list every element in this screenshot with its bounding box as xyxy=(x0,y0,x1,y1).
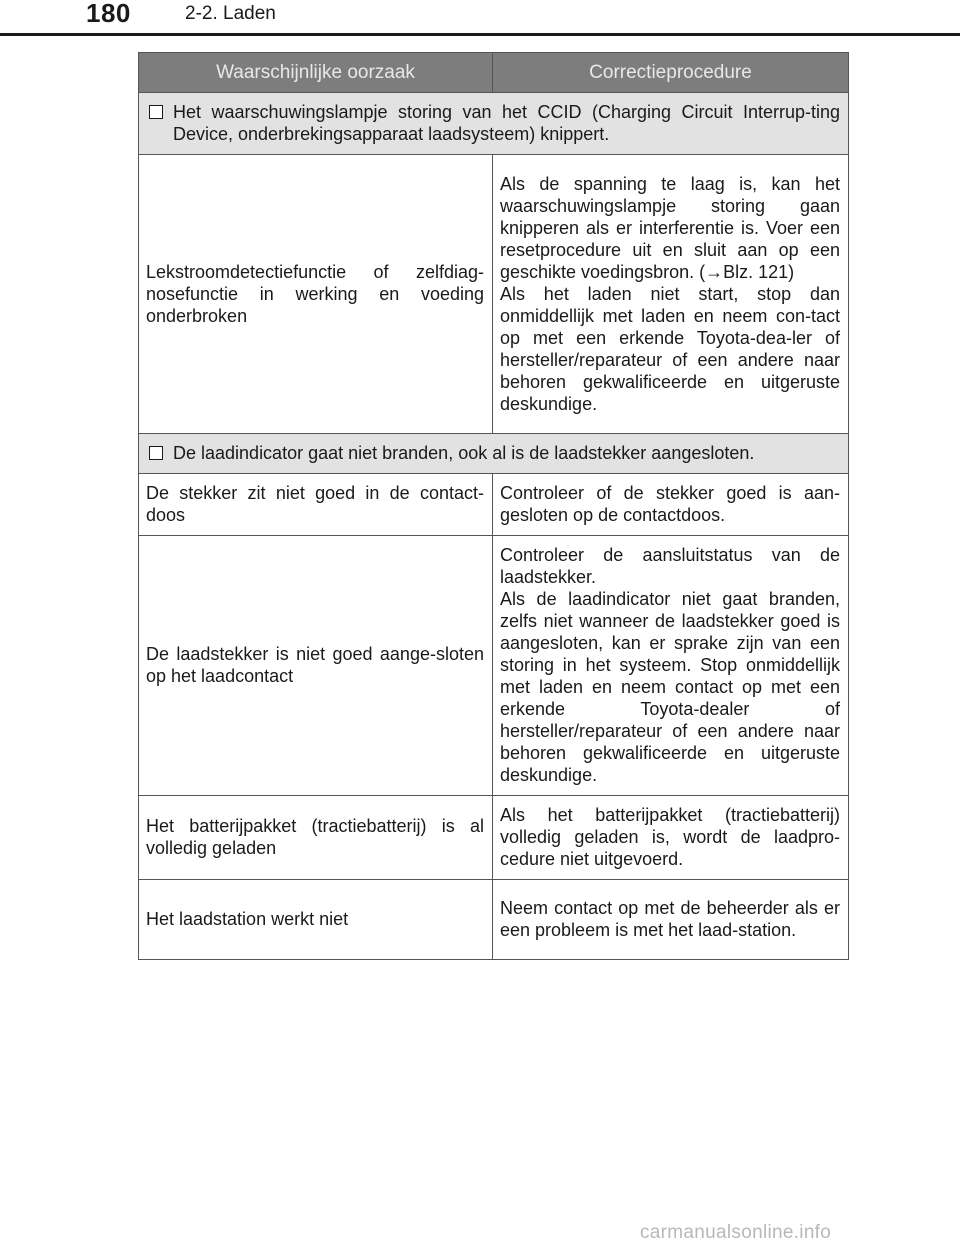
remedy-cell: Controleer of de stekker goed is aan-gesloten op de contactdoos. xyxy=(493,474,849,536)
symptom-row xyxy=(139,434,849,474)
cause-cell: Lekstroomdetectiefunctie of zelfdiag-nosefunctie in werking en voeding onderbroken xyxy=(139,155,493,434)
cause-cell: Het laadstation werkt niet xyxy=(139,880,493,960)
table-header-row xyxy=(139,53,849,93)
checkbox-icon xyxy=(149,446,163,460)
symptom-cell xyxy=(139,434,849,474)
cause-cell: Het batterijpakket (tractiebatterij) is al volledig geladen xyxy=(139,796,493,880)
table-row xyxy=(139,155,849,434)
checkbox-icon xyxy=(149,105,163,119)
remedy-cell: Als het batterijpakket (tractiebatterij) volledig geladen is, wordt de laadpro-cedure niet uitgevoerd. xyxy=(493,796,849,880)
table-row xyxy=(139,536,849,796)
page-number: 180 xyxy=(86,0,131,28)
remedy-cell: Neem contact op met de beheerder als er een probleem is met het laad-station. xyxy=(493,880,849,960)
header-rule xyxy=(0,33,960,36)
cause-cell: De laadstekker is niet goed aange-sloten op het laadcontact xyxy=(139,536,493,796)
symptom-row xyxy=(139,93,849,155)
symptom-cell xyxy=(139,93,849,155)
remedy-cell: Als de spanning te laag is, kan het waarschuwingslampje storing gaan knipperen als er interferentie is. Voer een resetprocedure uit en sluit aan op een geschikte voedingsbron. (→Blz. 121) Als het laden niet start, stop dan onmiddellijk met laden en neem con-tact op met een erkende Toyota-dea-ler of hersteller/reparateur of een andere naar behoren gekwalificeerde en uitgeruste deskundige. xyxy=(493,155,849,434)
section-title: 2-2. Laden xyxy=(185,3,276,24)
table-row xyxy=(139,796,849,880)
column-header-cause: Waarschijnlijke oorzaak xyxy=(139,53,493,93)
symptom-text: De laadindicator gaat niet branden, ook al is de laadstekker aangesloten. xyxy=(173,443,755,463)
table-row xyxy=(139,474,849,536)
symptom-text: Het waarschuwingslampje storing van het CCID (Charging Circuit Interrup-ting Device, onderbrekingsapparaat laadsysteem) knippert. xyxy=(173,102,840,144)
column-header-remedy: Correctieprocedure xyxy=(493,53,849,93)
table-row xyxy=(139,880,849,960)
remedy-cell: Controleer de aansluitstatus van de laadstekker. Als de laadindicator niet gaat branden, zelfs niet wanneer de laadstekker goed is aangesloten, kan er sprake zijn van een storing in het systeem. Stop onmiddellijk met laden en neem contact op met een erkende Toyota-dealer of hersteller/reparateur of een andere naar behoren gekwalificeerde en uitgeruste deskundige. xyxy=(493,536,849,796)
watermark: carmanualsonline.info xyxy=(640,1222,832,1243)
page-header xyxy=(0,0,960,36)
troubleshooting-table xyxy=(138,52,849,960)
cause-cell: De stekker zit niet goed in de contact-doos xyxy=(139,474,493,536)
